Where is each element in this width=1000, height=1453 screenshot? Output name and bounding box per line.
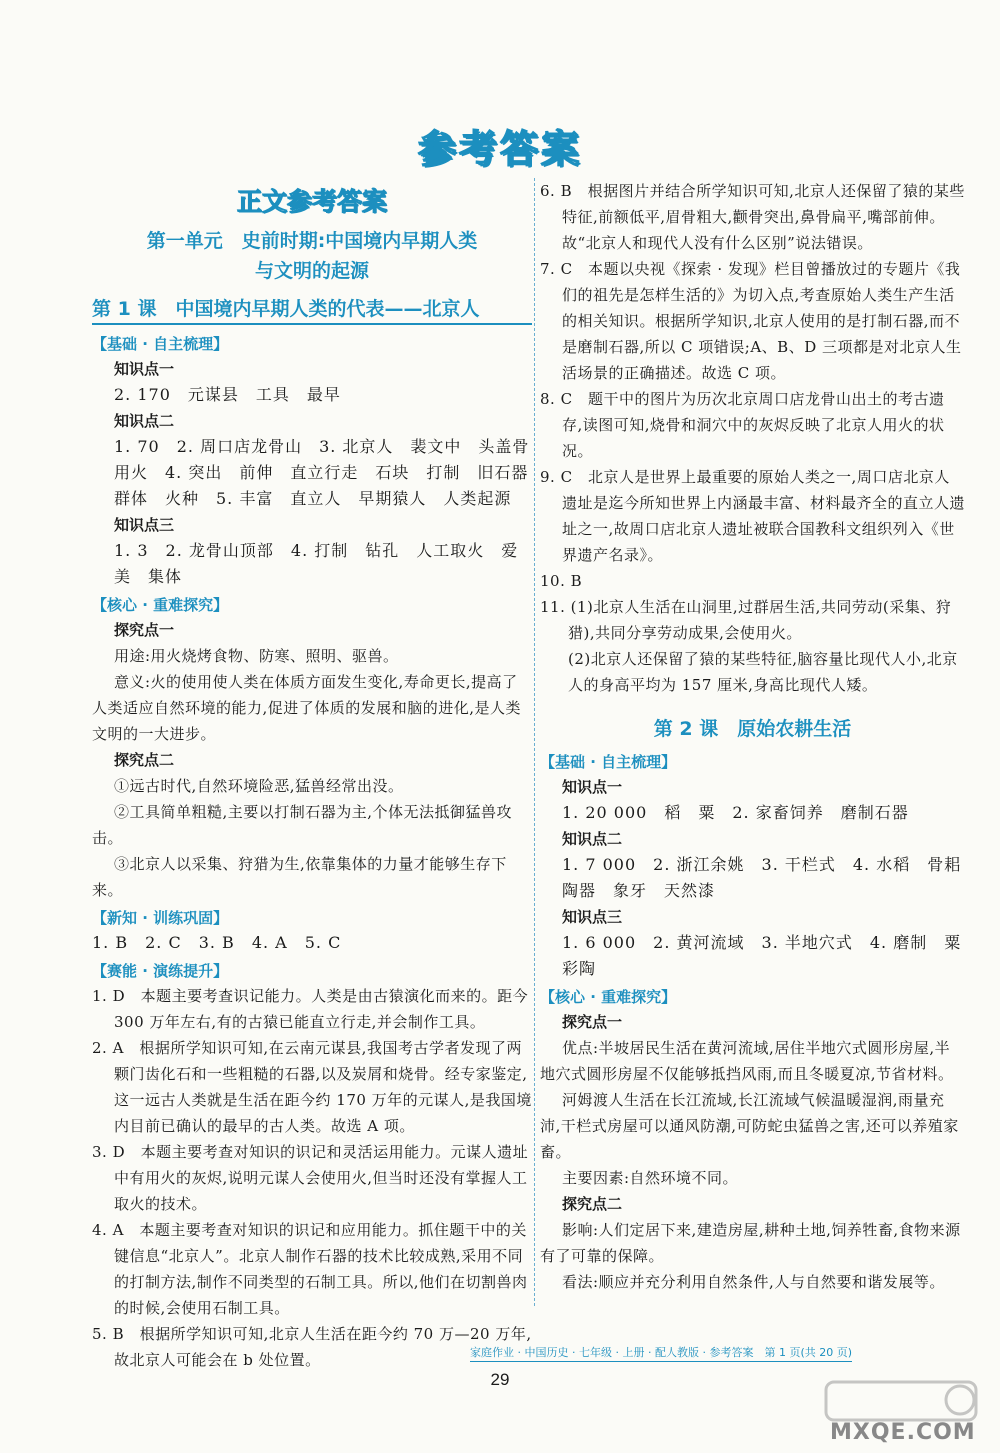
core-explore-tag: 【核心 · 重难探究】: [540, 988, 677, 1006]
unit-title-line1: 第一单元 史前时期:中国境内早期人类: [146, 230, 478, 252]
answer-item: 1. D 本题主要考查识记能力。人类是由古猿演化而来的。距今 300 万年左右,有的古猿已能直立行走,并会制作工具。: [92, 987, 529, 1031]
explore-point-2: 探究点二: [114, 751, 175, 769]
answer-item: 8. C 题干中的图片为历次北京周口店龙骨山出土的考古遗存,读图可知,烧骨和洞穴中的灰烬反映了北京人用火的状况。: [540, 390, 945, 460]
page-title: 参考答案: [417, 127, 582, 171]
lesson-2-title: 第 2 课 原始农耕生活: [653, 718, 852, 740]
explore-point-1: 探究点一: [114, 621, 175, 639]
answer-item: (2)北京人还保留了猿的某些特征,脑容量比现代人小,北京人的身高平均为 157 厘米,身高比现代人矮。: [568, 650, 958, 694]
new-knowledge-answers: 1. B 2. C 3. B 4. A 5. C: [92, 933, 342, 952]
knowledge-point-3: 知识点三: [562, 908, 623, 926]
knowledge-point-2: 知识点二: [114, 412, 175, 430]
knowledge-point-1: 知识点一: [114, 360, 175, 378]
answer-item: 10. B: [540, 572, 583, 590]
explore-2-paragraph: ②工具简单粗糙,主要以打制石器为主,个体无法抵御猛兽攻击。: [92, 803, 513, 847]
column-divider: [534, 178, 535, 1306]
watermark-text: MXQE.COM: [830, 1420, 976, 1445]
answer-item: 4. A 本题主要考查对知识的识记和应用能力。抓住题干中的关键信息“北京人”。北京人制作石器的技术比较成熟,采用不同的打制方法,制作不同类型的石制工具。所以,他们在切割兽肉的时候,会使用石制工具。: [92, 1221, 528, 1317]
footer-book-info: 家庭作业 · 中国历史 · 七年级 · 上册 · 配人教版 · 参考答案 第 1 页(共 20 页): [470, 1344, 852, 1362]
explore-1-paragraph: 主要因素:自然环境不同。: [562, 1169, 739, 1187]
section-title: 正文参考答案: [236, 187, 387, 216]
left-column: [92, 178, 547, 1373]
explore-2-paragraph: 影响:人们定居下来,建造房屋,耕种土地,饲养牲畜,食物来源有了可靠的保障。: [540, 1221, 961, 1265]
knowledge-point-3-answers: 1. 6 000 2. 黄河流域 3. 半地穴式 4. 磨制 粟 彩陶: [562, 933, 979, 978]
knowledge-point-3: 知识点三: [114, 516, 175, 534]
answer-item: 5. B 根据所学知识可知,北京人生活在距今约 70 万—20 万年,故北京人可能会在 b 处位置。: [92, 1325, 532, 1369]
page-number: 29: [490, 1370, 510, 1389]
explore-2-paragraph: ③北京人以采集、狩猎为生,依靠集体的力量才能够生存下来。: [92, 855, 507, 899]
answer-item: 9. C 北京人是世界上最重要的原始人类之一,周口店北京人遗址是迄今所知世界上内涵最丰富、材料最齐全的直立人遗址之一,故周口店北京人遗址被联合国教科文组织列入《世界遗产名录》。: [540, 468, 966, 564]
explore-point-2: 探究点二: [562, 1195, 623, 1213]
explore-1-paragraph: 意义:火的使用使人类在体质方面发生变化,寿命更长,提高了人类适应自然环境的能力,促进了体质的发展和脑的进化,是人类文明的一大进步。: [92, 673, 522, 743]
unit-title-line2: 与文明的起源: [254, 260, 369, 282]
explore-2-paragraph: ①远古时代,自然环境险恶,猛兽经常出没。: [114, 777, 404, 795]
unit-title: [92, 226, 532, 286]
explore-1-paragraph: 用途:用火烧烤食物、防寒、照明、驱兽。: [114, 647, 399, 665]
answer-item: 6. B 根据图片并结合所学知识可知,北京人还保留了猿的某些特征,前额低平,眉骨粗大,颧骨突出,鼻骨扁平,嘴部前伸。故“北京人和现代人没有什么区别”说法错误。: [540, 182, 965, 252]
answer-item: 11. (1)北京人生活在山洞里,过群居生活,共同劳动(采集、狩猎),共同分享劳动成果,会使用火。: [540, 598, 952, 642]
explore-1-paragraph: 优点:半坡居民生活在黄河流域,居住半地穴式圆形房屋,半地穴式圆形房屋不仅能够抵挡风雨,而且冬暖夏凉,节省材料。: [540, 1039, 954, 1083]
skill-practice-tag: 【赛能 · 演练提升】: [92, 962, 229, 980]
explore-point-1: 探究点一: [562, 1013, 623, 1031]
knowledge-point-2-answers: 1. 7 000 2. 浙江余姚 3. 干栏式 4. 水稻 骨耜 陶器 象牙 天然漆: [562, 855, 979, 900]
knowledge-point-1-answers: 2. 170 元谋县 工具 最早: [114, 385, 341, 404]
new-knowledge-tag: 【新知 · 训练巩固】: [92, 909, 229, 927]
knowledge-point-3-answers: 1. 3 2. 龙骨山顶部 4. 打制 钻孔 人工取火 爱美 集体: [114, 541, 519, 586]
answer-item: 3. D 本题主要考查对知识的识记和灵活运用能力。元谋人遗址中有用火的灰烬,说明元谋人会使用火,但当时还没有掌握人工取火的技术。: [92, 1143, 529, 1213]
core-explore-tag: 【核心 · 重难探究】: [92, 596, 229, 614]
explore-2-paragraph: 看法:顺应并充分利用自然条件,人与自然要和谐发展等。: [562, 1273, 945, 1291]
right-column: [540, 178, 979, 1295]
basic-review-tag: 【基础 · 自主梳理】: [92, 335, 229, 353]
answer-item: 7. C 本题以央视《探索 · 发现》栏目曾播放过的专题片《我们的祖先是怎样生活的》为切入点,考查原始人类生产生活的相关知识。根据所学知识,北京人使用的是打制石器,而不是磨制石器,所以 C 项错误;A、B、D 三项都是对北京人生活场景的正确描述。故选 C 项。: [540, 260, 962, 382]
answer-item: 2. A 根据所学知识可知,在云南元谋县,我国考古学者发现了两颗门齿化石和一些粗糙的石器,以及炭屑和烧骨。经专家鉴定,这一远古人类就是生活在距今约 170 万年的元谋人,是我国境内目前已确认的最早的古人类。故选 A 项。: [92, 1039, 532, 1135]
knowledge-point-1: 知识点一: [562, 778, 623, 796]
basic-review-tag: 【基础 · 自主梳理】: [540, 753, 677, 771]
knowledge-point-1-answers: 1. 20 000 稻 粟 2. 家畜饲养 磨制石器: [562, 803, 909, 822]
knowledge-point-2: 知识点二: [562, 830, 623, 848]
lesson-1-title: 第 1 课 中国境内早期人类的代表——北京人: [92, 294, 532, 325]
knowledge-point-2-answers: 1. 70 2. 周口店龙骨山 3. 北京人 裴文中 头盖骨 用火 4. 突出 前伸 直立行走 石块 打制 旧石器 群体 火种 5. 丰富 直立人 早期猿人 人类起源: [114, 437, 547, 508]
explore-1-paragraph: 河姆渡人生活在长江流域,长江流域气候温暖湿润,雨量充沛,干栏式房屋可以通风防潮,可防蛇虫猛兽之害,还可以养殖家畜。: [540, 1091, 959, 1161]
